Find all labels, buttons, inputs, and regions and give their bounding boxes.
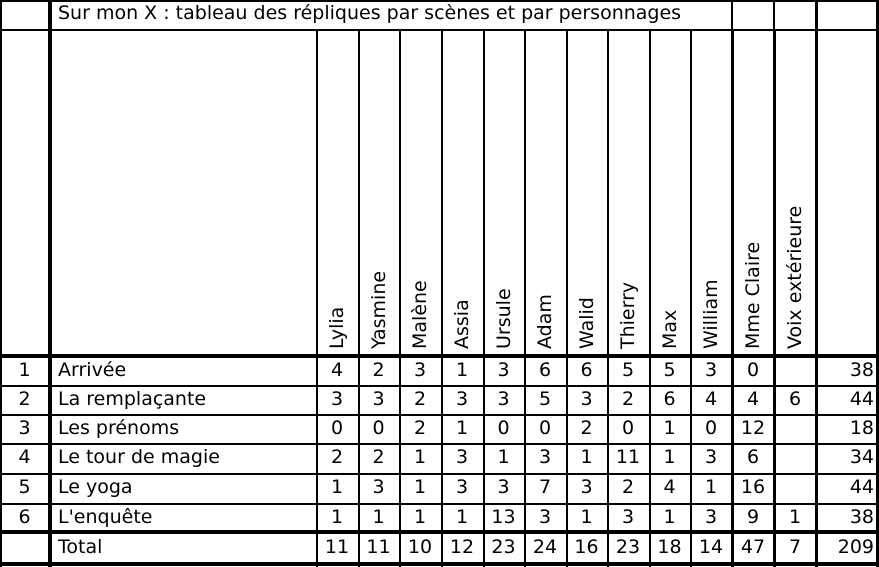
reply-count: 6: [580, 359, 593, 381]
reply-count: 4: [746, 388, 760, 410]
reply-count: 2: [372, 359, 385, 381]
character-header: Lylia: [326, 306, 348, 349]
reply-count: 12: [740, 417, 766, 439]
reply-count: 1: [663, 506, 676, 528]
reply-count: 4: [704, 388, 718, 410]
reply-count: 0: [372, 417, 385, 439]
reply-count: 0: [746, 359, 760, 381]
reply-count: 3: [704, 506, 718, 528]
scene-name: L'enquête: [58, 506, 153, 528]
reply-count: 11: [615, 446, 641, 468]
reply-count: 1: [704, 476, 718, 498]
reply-count: 1: [788, 506, 802, 528]
scene-number: 1: [18, 359, 31, 381]
character-header: Walid: [576, 297, 598, 349]
reply-count: 1: [455, 359, 469, 381]
reply-count: 0: [330, 417, 344, 439]
reply-count: 3: [455, 388, 469, 410]
reply-count: 0: [704, 417, 718, 439]
reply-count: 3: [372, 476, 385, 498]
character-total: 24: [532, 536, 558, 558]
reply-count: 3: [455, 446, 469, 468]
reply-count: 6: [746, 446, 760, 468]
reply-count: 3: [538, 446, 552, 468]
character-total: 47: [740, 536, 766, 558]
scene-number: 6: [18, 506, 31, 528]
scene-name: Le yoga: [58, 476, 133, 498]
character-header: Adam: [534, 294, 556, 349]
reply-count: 3: [497, 476, 510, 498]
scene-number: 4: [18, 446, 31, 468]
reply-count: 7: [538, 476, 552, 498]
scene-name: Le tour de magie: [58, 446, 220, 468]
character-total: 11: [324, 536, 350, 558]
reply-count: 3: [580, 388, 593, 410]
character-total: 11: [366, 536, 391, 558]
character-total: 10: [407, 536, 433, 558]
character-total: 7: [788, 536, 802, 558]
reply-count: 2: [413, 417, 427, 439]
reply-count: [774, 357, 816, 385]
reply-count: 2: [413, 388, 427, 410]
character-total: 18: [657, 536, 682, 558]
character-total: 16: [574, 536, 599, 558]
reply-count: 3: [497, 359, 510, 381]
reply-count: [774, 414, 816, 443]
reply-count: [774, 443, 816, 473]
reply-count: 2: [621, 388, 635, 410]
scene-total: 44: [849, 388, 874, 410]
reply-count: 3: [413, 359, 427, 381]
reply-count: 2: [372, 446, 385, 468]
reply-count: 13: [491, 506, 516, 528]
scene-total: 18: [849, 417, 874, 439]
reply-count: 9: [746, 506, 760, 528]
character-header: Voix extérieure: [784, 205, 806, 349]
character-header: Malène: [409, 280, 431, 349]
reply-count: 0: [621, 417, 635, 439]
character-header: Assia: [451, 299, 473, 349]
character-header: Ursule: [493, 288, 515, 349]
total-label: Total: [58, 536, 103, 558]
character-total: 23: [491, 536, 516, 558]
character-total: 12: [449, 536, 475, 558]
scene-total: 38: [849, 359, 874, 381]
scene-total: 34: [849, 446, 874, 468]
scene-name: Arrivée: [58, 359, 127, 381]
character-header: William: [700, 279, 722, 349]
reply-count: 1: [580, 506, 593, 528]
reply-count: 5: [663, 359, 676, 381]
reply-count: 4: [663, 476, 676, 498]
reply-count: 2: [330, 446, 344, 468]
scene-name: La remplaçante: [58, 388, 207, 410]
reply-count: 1: [663, 417, 676, 439]
reply-count: 1: [330, 506, 344, 528]
scene-number: 2: [18, 388, 31, 410]
scene-total: 38: [849, 506, 874, 528]
reply-count: 6: [538, 359, 552, 381]
scene-total: 44: [849, 476, 874, 498]
reply-count: 6: [788, 388, 802, 410]
reply-count: 1: [455, 506, 469, 528]
reply-count: 1: [455, 417, 469, 439]
grand-total: 209: [837, 536, 874, 558]
table-title: Sur mon X : tableau des répliques par scènes et par personnages: [58, 2, 682, 24]
reply-count: 0: [497, 417, 510, 439]
character-total: 14: [698, 536, 724, 558]
reply-count: 1: [413, 476, 427, 498]
character-total: 23: [615, 536, 641, 558]
reply-count: 16: [740, 476, 766, 498]
reply-count: 3: [455, 476, 469, 498]
scene-number: 5: [18, 476, 31, 498]
reply-count: 3: [538, 506, 552, 528]
border-top: [0, 0, 879, 2]
reply-count: 3: [497, 388, 510, 410]
reply-count: 2: [621, 476, 635, 498]
reply-count: 3: [580, 476, 593, 498]
reply-count: 1: [580, 446, 593, 468]
reply-count: 1: [330, 476, 344, 498]
reply-count: 5: [621, 359, 635, 381]
reply-count: 3: [621, 506, 635, 528]
character-header: Mme Claire: [742, 241, 764, 349]
character-header: Yasmine: [368, 270, 390, 349]
reply-count: 5: [538, 388, 552, 410]
character-header: Max: [659, 309, 681, 349]
reply-count: 3: [372, 388, 385, 410]
reply-count: 1: [663, 446, 676, 468]
reply-count: 1: [413, 446, 427, 468]
reply-count: 3: [704, 359, 718, 381]
scene-name: Les prénoms: [58, 417, 180, 439]
reply-count: 1: [497, 446, 510, 468]
reply-count: 3: [704, 446, 718, 468]
reply-count: 6: [663, 388, 676, 410]
reply-count: 1: [372, 506, 385, 528]
reply-count: [774, 473, 816, 503]
reply-count: 4: [330, 359, 344, 381]
header-line: [0, 29, 879, 31]
reply-count: 1: [413, 506, 427, 528]
scene-number: 3: [18, 417, 31, 439]
reply-count: 0: [538, 417, 552, 439]
reply-count: 2: [580, 417, 593, 439]
character-header: Thierry: [617, 281, 639, 349]
reply-count: 3: [330, 388, 344, 410]
